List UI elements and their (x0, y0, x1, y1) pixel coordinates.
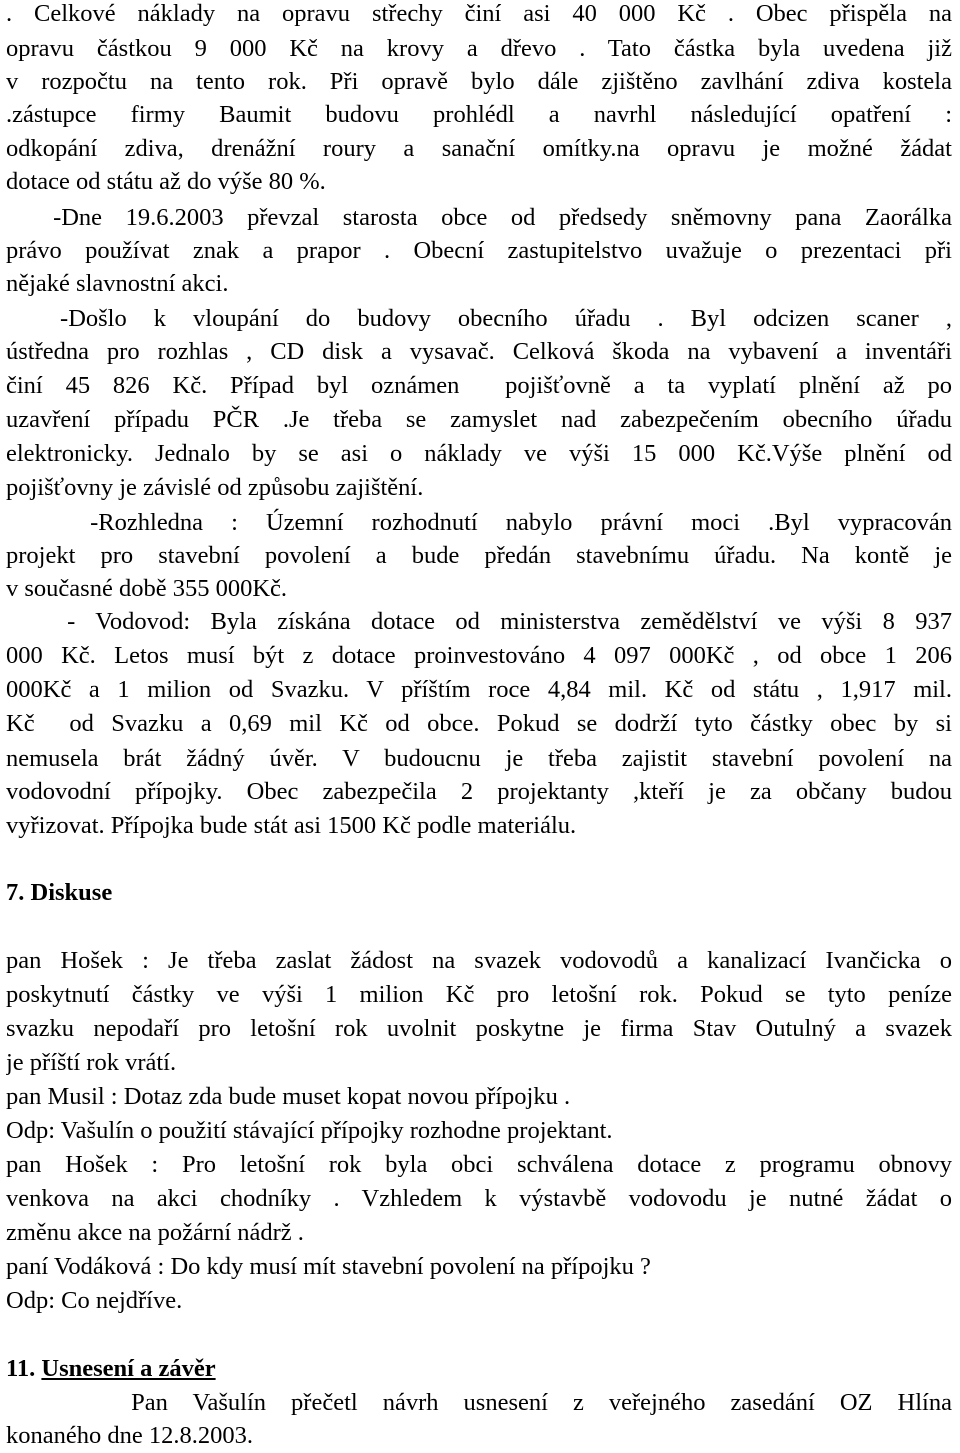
text-line: vodovodní přípojky. Obec zabezpečila 2 projektanty ,kteří je za občany budou (6, 778, 952, 805)
text-line: v současné době 355 000Kč. (6, 575, 288, 602)
text-line: .zástupce firmy Baumit budovu prohlédl a navrhl následující opatření : (6, 101, 952, 128)
section-heading-resolution (6, 1352, 952, 1386)
text-line: 000 Kč. Letos musí být z dotace proinvestováno 4 097 000Kč , od obce 1 206 (6, 642, 952, 669)
text-line: poskytnutí částky ve výši 1 milion Kč pro letošní rok. Pokud se tyto peníze (6, 981, 952, 1008)
text-line: svazku nepodaří pro letošní rok uvolnit poskytne je firma Stav Outulný a svazek (6, 1015, 952, 1042)
text-line: pan Hošek : Je třeba zaslat žádost na svazek vodovodů a kanalizací Ivančicka o (6, 947, 952, 974)
text-line: . Celkové náklady na opravu střechy činí asi 40 000 Kč . Obec přispěla na (6, 0, 952, 27)
text-line: Pan Vašulín přečetl návrh usnesení z veřejného zasedání OZ Hlína (6, 1389, 952, 1416)
text-line: 000Kč a 1 milion od Svazku. V příštím roce 4,84 mil. Kč od státu , 1,917 mil. (6, 676, 952, 703)
text-line: elektronicky. Jednalo by se asi o náklady ve výši 15 000 Kč.Výše plnění od (6, 440, 952, 467)
text-line: nemusela brát žádný úvěr. V budoucnu je třeba zajistit stavební povolení na (6, 745, 952, 772)
text-line: dotace od státu až do výše 80 %. (6, 168, 326, 195)
text-line: opravu částkou 9 000 Kč na krovy a dřevo . Tato částka byla uvedena již (6, 35, 952, 62)
text-line: je příští rok vrátí. (6, 1049, 177, 1076)
text-line: Odp: Vašulín o použití stávající přípojky rozhodne projektant. (6, 1117, 613, 1144)
text-line: -Rozhledna : Územní rozhodnutí nabylo právní moci .Byl vypracován (6, 509, 952, 536)
section-heading-discussion: 7. Diskuse (6, 879, 113, 906)
text-line: ústředna pro rozhlas , CD disk a vysavač. Celková škoda na vybavení a inventáři (6, 338, 952, 365)
text-line: Kč od Svazku a 0,69 mil Kč od obce. Pokud se dodrží tyto částky obec by si (6, 710, 952, 737)
text-line: změnu akce na požární nádrž . (6, 1219, 304, 1246)
section-title: Usnesení a závěr (41, 1355, 216, 1382)
section-number: 11. (6, 1355, 36, 1382)
text-line: Odp: Co nejdříve. (6, 1287, 183, 1314)
text-line: - Vodovod: Byla získána dotace od ministerstva zemědělství ve výši 8 937 (6, 608, 952, 635)
text-line: právo používat znak a prapor . Obecní zastupitelstvo uvažuje o prezentaci při (6, 237, 952, 264)
text-line: pan Musil : Dotaz zda bude muset kopat novou přípojku . (6, 1083, 571, 1110)
text-line: uzavření případu PČR .Je třeba se zamyslet nad zabezpečením obecního úřadu (6, 406, 952, 433)
text-line: pan Hošek : Pro letošní rok byla obci schválena dotace z programu obnovy (6, 1151, 952, 1178)
text-line: venkova na akci chodníky . Vzhledem k výstavbě vodovodu je nutné žádat o (6, 1185, 952, 1212)
text-line: -Dne 19.6.2003 převzal starosta obce od předsedy sněmovny pana Zaorálka (6, 204, 952, 231)
text-line: pojišťovny je závislé od způsobu zajištění. (6, 474, 424, 501)
text-line: v rozpočtu na tento rok. Při opravě bylo dále zjištěno zavlhání zdiva kostela (6, 68, 952, 95)
text-line: paní Vodáková : Do kdy musí mít stavební povolení na přípojku ? (6, 1253, 651, 1280)
text-line: nějaké slavnostní akci. (6, 270, 229, 297)
text-line: projekt pro stavební povolení a bude předán stavebnímu úřadu. Na kontě je (6, 542, 952, 569)
text-line: konaného dne 12.8.2003. (6, 1422, 253, 1449)
text-line: činí 45 826 Kč. Případ byl oznámen pojišťovně a ta vyplatí plnění až po (6, 372, 952, 399)
text-line: odkopání zdiva, drenážní roury a sanační omítky.na opravu je možné žádat (6, 135, 952, 162)
text-line: -Došlo k vloupání do budovy obecního úřadu . Byl odcizen scaner , (6, 305, 952, 332)
text-line: vyřizovat. Přípojka bude stát asi 1500 Kč podle materiálu. (6, 812, 577, 839)
